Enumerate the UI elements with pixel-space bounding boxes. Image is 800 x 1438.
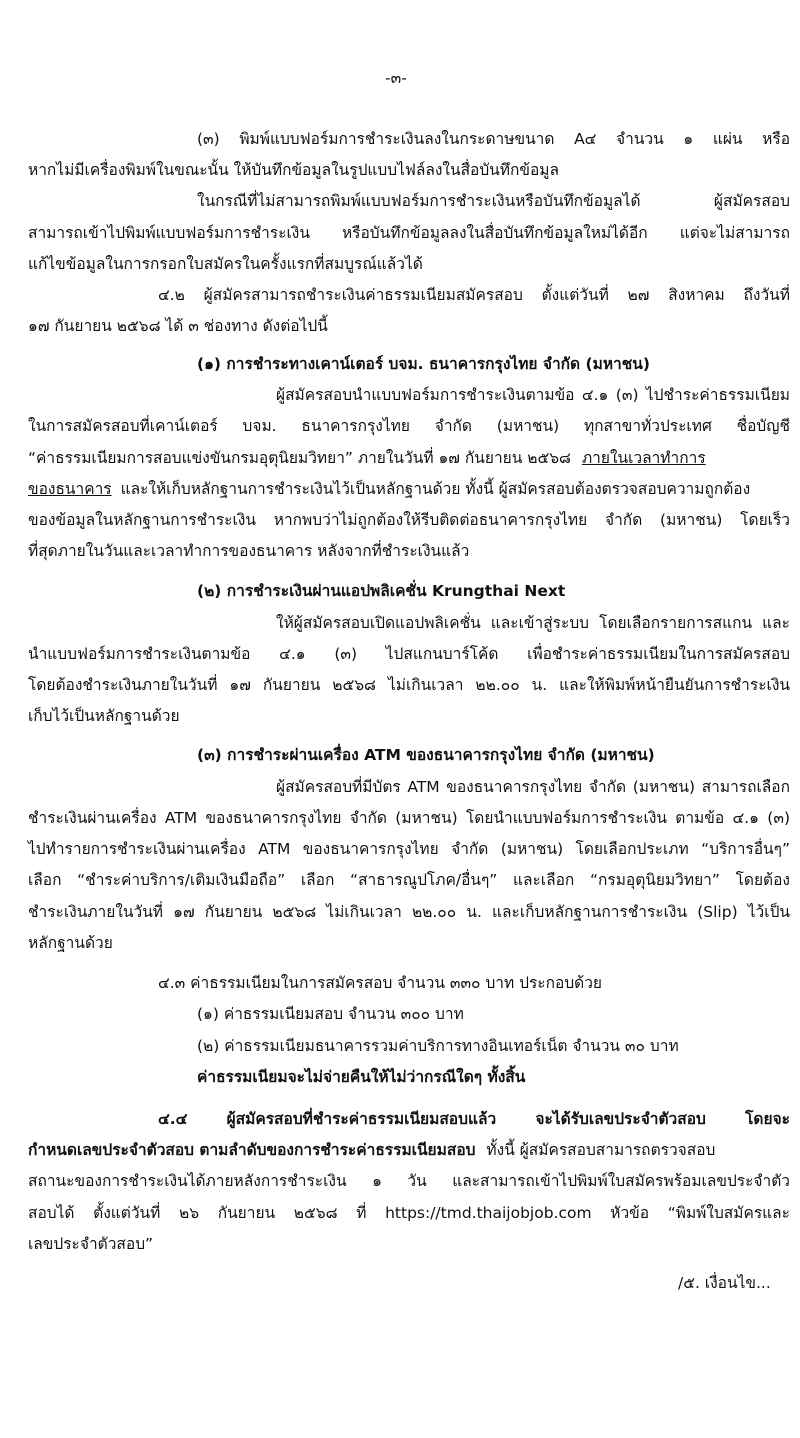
page-number: -๓- (385, 69, 407, 87)
method-3-line2: ชำระเงินผ่านเครื่อง ATM ของธนาคารกรุงไทย จำกัด (มหาชน) โดยนำแบบฟอร์มการชำระเงิน ตามข้อ ๔.๑ (๓) (28, 809, 790, 827)
method-1-line1: ผู้สมัครสอบนำแบบฟอร์มการชำระเงินตามข้อ ๔.๑ (๓) ไปชำระค่าธรรมเนียม (276, 386, 790, 404)
section-4-2-line1: ๔.๒ ผู้สมัครสามารถชำระเงินค่าธรรมเนียมสมัครสอบ ตั้งแต่วันที่ ๒๗ สิงหาคม ถึงวันที่ (158, 286, 790, 304)
method-3-line6: หลักฐานด้วย (28, 934, 113, 952)
method-1-line3 (28, 447, 706, 469)
bank-hours-underlined: ของธนาคาร (28, 480, 112, 498)
section-4-3-heading: ๔.๓ ค่าธรรมเนียมในการสมัครสอบ จำนวน ๓๓๐ บาท ประกอบด้วย (158, 974, 603, 992)
para-cannot-print-line2: สามารถเข้าไปพิมพ์แบบฟอร์มการชำระเงิน หรือบันทึกข้อมูลลงในสื่อบันทึกข้อมูลใหม่ได้อีก แต่จะไม่สามารถ (28, 224, 790, 242)
section-4-4-line2-rest: ทั้งนี้ ผู้สมัครสอบสามารถตรวจสอบ (486, 1141, 716, 1159)
method-3-line3: ไปทำรายการชำระเงินผ่านเครื่อง ATM ของธนาคารกรุงไทย จำกัด (มหาชน) โดยเลือกประเภท “บริการอื่นๆ” (28, 840, 790, 858)
section-4-2-line2: ๑๗ กันยายน ๒๕๖๘ ได้ ๓ ช่องทาง ดังต่อไปนี้ (28, 317, 328, 335)
section-4-4-line5: เลขประจำตัวสอบ” (28, 1235, 154, 1253)
account-name-and-date: “ค่าธรรมเนียมการสอบแข่งขันกรมอุตุนิยมวิทยา” ภายในวันที่ ๑๗ กันยายน ๒๕๖๘ (28, 449, 571, 467)
method-3-line1: ผู้สมัครสอบที่มีบัตร ATM ของธนาคารกรุงไทย จำกัด (มหาชน) สามารถเลือก (276, 778, 790, 796)
para-print-form-line2: หากไม่มีเครื่องพิมพ์ในขณะนั้น ให้บันทึกข้อมูลในรูปแบบไฟล์ลงในสื่อบันทึกข้อมูล (28, 161, 560, 179)
method-3-heading: (๓) การชำระผ่านเครื่อง ATM ของธนาคารกรุงไทย จำกัด (มหาชน) (197, 746, 655, 764)
para-cannot-print-line3: แก้ไขข้อมูลในการกรอกใบสมัครในครั้งแรกที่สมบูรณ์แล้วได้ (28, 255, 423, 273)
method-2-line3: โดยต้องชำระเงินภายในวันที่ ๑๗ กันยายน ๒๕๖๘ ไม่เกินเวลา ๒๒.๐๐ น. และให้พิมพ์หน้ายืนยันการชำระเงิน (28, 676, 790, 694)
exam-id-order-bold: กำหนดเลขประจำตัวสอบ ตามลำดับของการชำระค่าธรรมเนียมสอบ (28, 1141, 476, 1159)
method-3-line5: ชำระเงินภายในวันที่ ๑๗ กันยายน ๒๕๖๘ ไม่เกินเวลา ๒๒.๐๐ น. และเก็บหลักฐานการชำระเงิน (Slip) ไว้เป็น (28, 903, 790, 921)
method-2-line1: ให้ผู้สมัครสอบเปิดแอปพลิเคชั่น และเข้าสู่ระบบ โดยเลือกรายการสแกน และ (276, 614, 790, 632)
section-4-4-line3: สถานะของการชำระเงินได้ภายหลังการชำระเงิน ๑ วัน และสามารถเข้าไปพิมพ์ใบสมัครพร้อมเลขประจำตัว (28, 1172, 790, 1190)
fee-item-bank: (๒) ค่าธรรมเนียมธนาคารรวมค่าบริการทางอินเทอร์เน็ต จำนวน ๓๐ บาท (197, 1037, 679, 1055)
business-hours-underlined: ภายในเวลาทำการ (581, 449, 706, 467)
method-3-line4: เลือก “ชำระค่าบริการ/เติมเงินมือถือ” เลือก “สาธารณูปโภค/อื่นๆ” และเลือก “กรมอุตุนิยมวิทยา” โดยต้อง (28, 871, 790, 889)
section-4-4-line2 (28, 1139, 715, 1161)
method-1-line6: ที่สุดภายในวันและเวลาทำการของธนาคาร หลังจากที่ชำระเงินแล้ว (28, 542, 470, 560)
para-cannot-print-line1: ในกรณีที่ไม่สามารถพิมพ์แบบฟอร์มการชำระเงินหรือบันทึกข้อมูลได้ ผู้สมัครสอบ (197, 192, 790, 210)
no-refund-note: ค่าธรรมเนียมจะไม่จ่ายคืนให้ไม่ว่ากรณีใดๆ ทั้งสิ้น (197, 1068, 526, 1086)
section-4-4-line4: สอบได้ ตั้งแต่วันที่ ๒๖ กันยายน ๒๕๖๘ ที่ https://tmd.thaijobjob.com หัวข้อ “พิมพ์ใบสมัครและ (28, 1204, 790, 1222)
continuation-marker: /๕. เงื่อนไข... (678, 1274, 771, 1292)
method-1-line4 (28, 478, 750, 500)
method-1-line4-rest: และให้เก็บหลักฐานการชำระเงินไว้เป็นหลักฐานด้วย ทั้งนี้ ผู้สมัครสอบต้องตรวจสอบความถูกต้อง (120, 480, 751, 498)
section-4-4-line1: ๔.๔ ผู้สมัครสอบที่ชำระค่าธรรมเนียมสอบแล้ว จะได้รับเลขประจำตัวสอบ โดยจะ (158, 1110, 790, 1128)
method-1-line5: ของข้อมูลในหลักฐานการชำระเงิน หากพบว่าไม่ถูกต้องให้รีบติดต่อธนาคารกรุงไทย จำกัด (มหาชน) โดยเร็ว (28, 511, 790, 529)
method-2-line4: เก็บไว้เป็นหลักฐานด้วย (28, 707, 180, 725)
para-print-form-line1: (๓) พิมพ์แบบฟอร์มการชำระเงินลงในกระดาษขนาด A๔ จำนวน ๑ แผ่น หรือ (197, 130, 790, 148)
method-1-heading: (๑) การชำระทางเคาน์เตอร์ บจม. ธนาคารกรุงไทย จำกัด (มหาชน) (197, 355, 650, 373)
method-2-heading: (๒) การชำระเงินผ่านแอปพลิเคชั่น Krungthai Next (197, 582, 566, 600)
method-1-line2: ในการสมัครสอบที่เคาน์เตอร์ บจม. ธนาคารกรุงไทย จำกัด (มหาชน) ทุกสาขาทั่วประเทศ ชื่อบัญชี (28, 417, 790, 435)
method-2-line2: นำแบบฟอร์มการชำระเงินตามข้อ ๔.๑ (๓) ไปสแกนบาร์โค้ด เพื่อชำระค่าธรรมเนียมในการสมัครสอบ (28, 645, 790, 663)
fee-item-exam: (๑) ค่าธรรมเนียมสอบ จำนวน ๓๐๐ บาท (197, 1005, 464, 1023)
